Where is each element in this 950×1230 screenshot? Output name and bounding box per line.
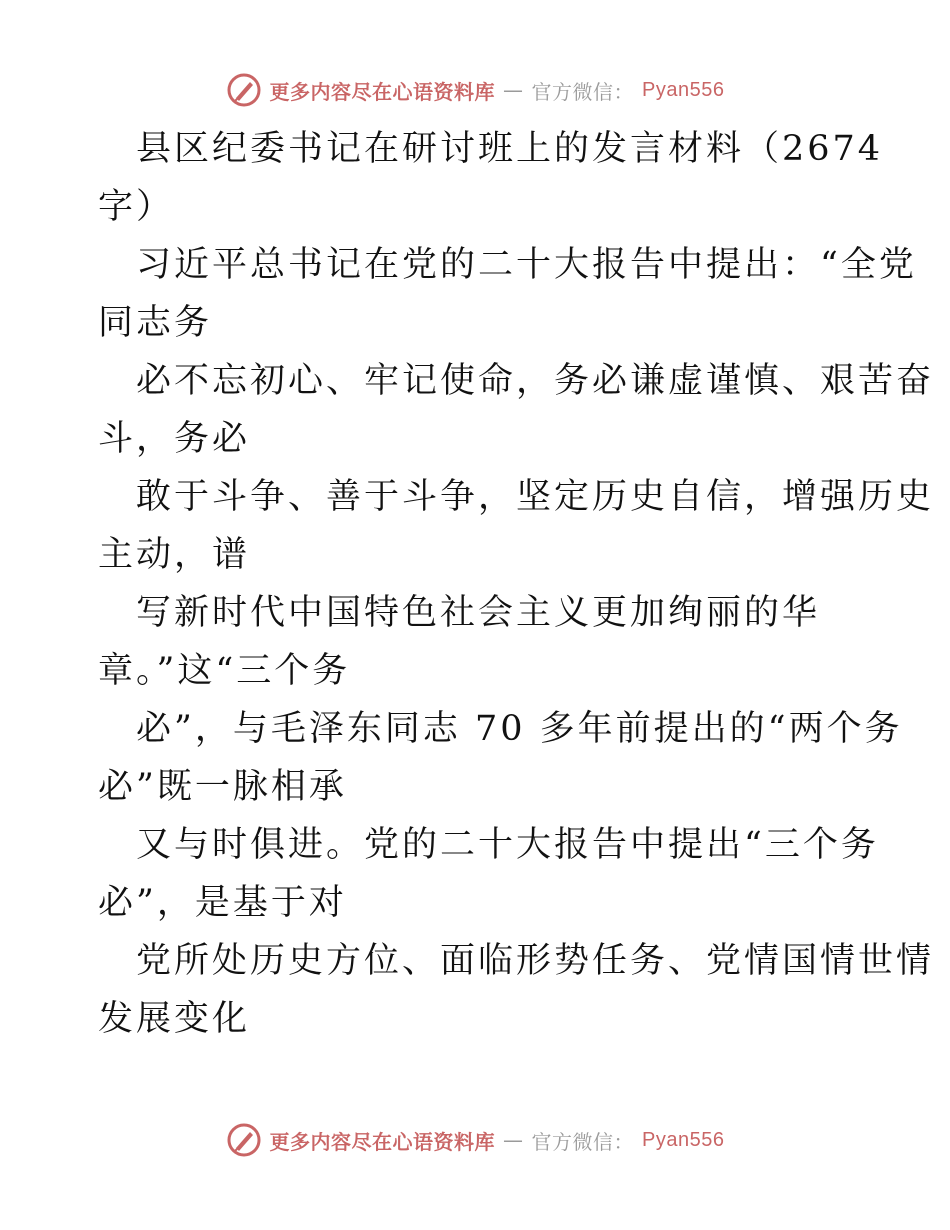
line-first: 敢于斗争、善于斗争，坚定历史自信，增强历史 bbox=[136, 477, 935, 517]
watermark-header bbox=[0, 70, 950, 110]
watermark-separator: — bbox=[503, 1128, 524, 1152]
line-cont: 主动，谱 bbox=[98, 535, 251, 575]
text-line-4 bbox=[98, 468, 935, 584]
line-cont: 必”既一脉相承 bbox=[98, 767, 347, 807]
watermark-main-text: 更多内容尽在心语资料库 bbox=[269, 79, 496, 104]
text-line-2 bbox=[98, 236, 917, 352]
text-line-6 bbox=[98, 700, 903, 816]
text-line-1 bbox=[98, 120, 884, 236]
watermark-separator: — bbox=[503, 78, 524, 102]
line-first: 写新时代中国特色社会主义更加绚丽的华 bbox=[136, 593, 821, 633]
line-cont: 字） bbox=[98, 187, 175, 227]
line-first: 党所处历史方位、面临形势任务、党情国情世情 bbox=[136, 941, 935, 981]
line-first: 县区纪委书记在研讨班上的发言材料（2674 bbox=[136, 129, 884, 169]
watermark-official-label: 官方微信： bbox=[531, 79, 635, 104]
watermark-footer bbox=[0, 1120, 950, 1160]
line-first: 又与时俱进。党的二十大报告中提出“三个务 bbox=[136, 825, 879, 865]
line-cont: 同志务 bbox=[98, 303, 213, 343]
document-body bbox=[98, 120, 935, 1048]
watermark-account: Pyan556 bbox=[642, 78, 725, 101]
text-line-8 bbox=[98, 932, 935, 1048]
text-line-3 bbox=[98, 352, 935, 468]
line-first: 必不忘初心、牢记使命，务必谦虚谨慎、艰苦奋 bbox=[136, 361, 935, 401]
line-first: 习近平总书记在党的二十大报告中提出：“全党 bbox=[136, 245, 917, 285]
watermark-account: Pyan556 bbox=[642, 1128, 725, 1151]
watermark-official-label: 官方微信： bbox=[531, 1129, 635, 1154]
quill-logo-icon bbox=[226, 72, 262, 108]
text-line-7 bbox=[98, 816, 879, 932]
line-cont: 发展变化 bbox=[98, 999, 251, 1039]
line-cont: 斗，务必 bbox=[98, 419, 251, 459]
line-first: 必”，与毛泽东同志 70 多年前提出的“两个务 bbox=[136, 709, 903, 749]
text-line-5 bbox=[98, 584, 858, 700]
line-cont: 章。”这“三个务 bbox=[98, 651, 351, 691]
line-cont: 必”，是基于对 bbox=[98, 883, 347, 923]
quill-logo-icon bbox=[226, 1122, 262, 1158]
watermark-main-text: 更多内容尽在心语资料库 bbox=[269, 1129, 496, 1154]
